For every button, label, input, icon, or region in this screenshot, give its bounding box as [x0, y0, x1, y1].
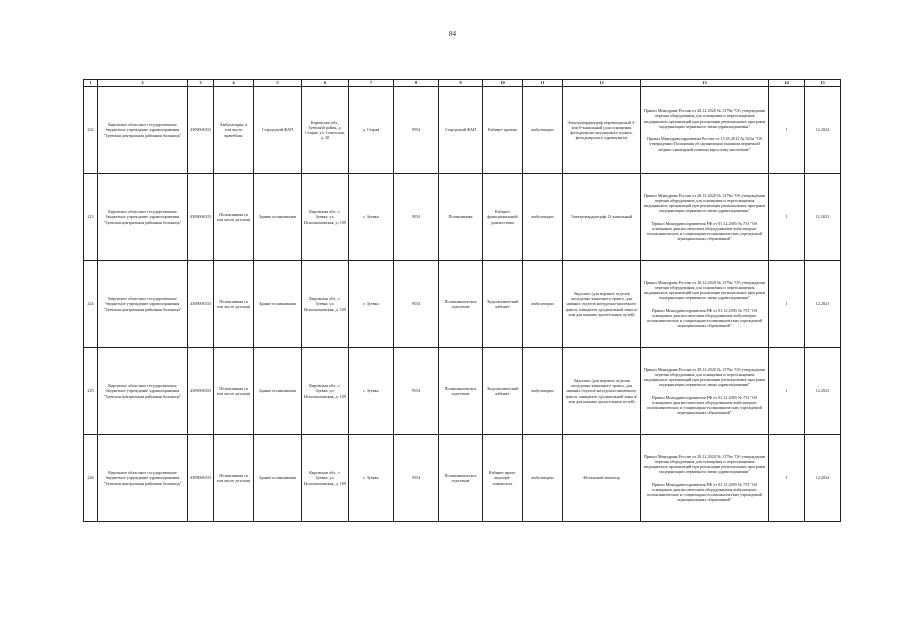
equipment-cell: Эндоскоп (для верхних отделов желудочно-кишечного тракта, для нижних отделов желудочно-кишечного тракта, панкреато-дуоденальной зоны и/или для нижних дыхательных путей) [563, 261, 641, 348]
address-cell: Кировская обл., Зуевский район, д. Старая, ул. Советская, д. 20 [302, 87, 349, 174]
inn-cell: 4309006333 [188, 87, 214, 174]
row-number-cell: 225 [84, 348, 98, 435]
care-condition-cell: амбулаторно [523, 87, 563, 174]
oktmo-code-cell: 9554 [394, 174, 439, 261]
column-header: 4 [214, 80, 254, 87]
column-header: 13 [641, 80, 769, 87]
legal-basis-order-2: Приказ Минздравсоцразвития РФ от 01.12.2005 № 753 "Об оснащении диагностическим оборудованием амбулаторно-поликлинических и стационарно-поликлинических учреждений муниципальных образований" [647, 220, 762, 242]
table-row [84, 261, 841, 348]
settlement-cell: г. Зуевка [349, 261, 394, 348]
settlement-cell: г. Зуевка [349, 348, 394, 435]
inn-cell: 4309006333 [188, 348, 214, 435]
page-number: 84 [449, 30, 456, 38]
oktmo-code-cell: 9554 [394, 87, 439, 174]
department-cell: Поликлиническое отделение [439, 261, 483, 348]
oktmo-code-cell: 9554 [394, 435, 439, 522]
settlement-cell: д. Старая [349, 87, 394, 174]
legal-basis-order-1: Приказ Минздрава России от 28.12.2020 № 1379н "Об утверждении перечня оборудования для оснащения и переоснащения медицинских организаций при реализации региональных программ модернизации первичного звена здравоохранения" [643, 279, 766, 301]
legal-basis-cell [641, 174, 769, 261]
column-header: 12 [563, 80, 641, 87]
legal-basis-cell [641, 435, 769, 522]
column-header: 14 [769, 80, 805, 87]
column-header: 1 [84, 80, 98, 87]
building-name-cell: Здание поликлиники [254, 348, 302, 435]
row-number-cell: 223 [84, 174, 98, 261]
care-condition-cell: амбулаторно [523, 348, 563, 435]
facility-type-cell: Поликлиника (в том числе детская) [214, 348, 254, 435]
cabinet-cell: Эндоскопический кабинет [483, 348, 523, 435]
due-date-cell: 12.2024 [805, 435, 841, 522]
table-row [84, 87, 841, 174]
column-header: 15 [805, 80, 841, 87]
settlement-cell: г. Зуевка [349, 174, 394, 261]
legal-basis-cell [641, 87, 769, 174]
due-date-cell: 12.2022 [805, 348, 841, 435]
oktmo-code-cell: 9554 [394, 261, 439, 348]
table-row [84, 435, 841, 522]
row-number-cell: 224 [84, 261, 98, 348]
due-date-cell: 12.2021 [805, 261, 841, 348]
cabinet-cell: Кабинет функциональной диагностики [483, 174, 523, 261]
oktmo-code-cell: 9554 [394, 348, 439, 435]
address-cell: Кировская обл., г. Зуевка, ул. Исполкомовская, д. 109 [302, 174, 349, 261]
inn-cell: 4309006333 [188, 261, 214, 348]
department-cell: Стародский ФАП [439, 87, 483, 174]
facility-type-cell: Поликлиника (в том числе детская) [214, 261, 254, 348]
cabinet-cell: Кабинет приема [483, 87, 523, 174]
equipment-cell: Фетальный монитор [563, 435, 641, 522]
equipment-cell: Электрокардиограф 12-канальный [563, 174, 641, 261]
building-name-cell: Здание поликлиники [254, 435, 302, 522]
building-name-cell: Здание поликлиники [254, 261, 302, 348]
column-header: 8 [394, 80, 439, 87]
address-cell: Кировская обл., г. Зуевка, ул. Исполкомовская, д. 109 [302, 435, 349, 522]
legal-basis-order-2: Приказ Минздравсоцразвития РФ от 01.12.2005 № 753 "Об оснащении диагностическим оборудованием амбулаторно-поликлинических и стационарно-поликлинических учреждений муниципальных образований" [647, 307, 762, 329]
facility-type-cell: Поликлиника (в том числе детская) [214, 435, 254, 522]
building-name-cell: Здание поликлиники [254, 174, 302, 261]
header-row [84, 80, 841, 87]
inn-cell: 4309006333 [188, 435, 214, 522]
legal-basis-cell [641, 261, 769, 348]
equipment-register-table [83, 79, 841, 522]
care-condition-cell: амбулаторно [523, 174, 563, 261]
equipment-cell: Электрокардиограф перемещаемый 3- или 6-канальный (для оснащения фельдшерско-акушерского пункта, фельдшерского здравпункта) [563, 87, 641, 174]
table-body [84, 87, 841, 522]
due-date-cell: 12.2024 [805, 87, 841, 174]
organization-name-cell: Кировское областное государственное бюджетное учреждение здравоохранения "Зуевская центральная районная больница" [98, 87, 188, 174]
column-header: 9 [439, 80, 483, 87]
table-row [84, 174, 841, 261]
legal-basis-order-2: Приказ Минздравсоцразвития РФ от 01.12.2005 № 753 "Об оснащении диагностическим оборудованием амбулаторно-поликлинических и стационарно-поликлинических учреждений муниципальных образований" [647, 394, 762, 416]
quantity-cell: 1 [769, 435, 805, 522]
column-header: 11 [523, 80, 563, 87]
cabinet-cell: Эндоскопический кабинет [483, 261, 523, 348]
department-cell: Поликлиническое отделение [439, 348, 483, 435]
quantity-cell: 1 [769, 261, 805, 348]
quantity-cell: 1 [769, 348, 805, 435]
quantity-cell: 1 [769, 87, 805, 174]
care-condition-cell: амбулаторно [523, 261, 563, 348]
care-condition-cell: амбулаторно [523, 435, 563, 522]
organization-name-cell: Кировское областное государственное бюджетное учреждение здравоохранения "Зуевская центральная районная больница" [98, 174, 188, 261]
column-header: 3 [188, 80, 214, 87]
legal-basis-cell [641, 348, 769, 435]
cabinet-cell: Кабинет врача-акушера-гинеколога [483, 435, 523, 522]
row-number-cell: 226 [84, 435, 98, 522]
column-header: 6 [302, 80, 349, 87]
building-name-cell: Стародский ФАП [254, 87, 302, 174]
row-number-cell: 222 [84, 87, 98, 174]
legal-basis-order-1: Приказ Минздрава России от 28.12.2020 № 1379н "Об утверждении перечня оборудования для оснащения и переоснащения медицинских организаций при реализации региональных программ модернизации первичного звена здравоохранения" [643, 453, 766, 475]
department-cell: Поликлиника [439, 174, 483, 261]
legal-basis-order-1: Приказ Минздрава России от 28.12.2020 № 1379н "Об утверждении перечня оборудования для оснащения и переоснащения медицинских организаций при реализации региональных программ модернизации первичного звена здравоохранения" [643, 366, 766, 388]
column-header: 10 [483, 80, 523, 87]
organization-name-cell: Кировское областное государственное бюджетное учреждение здравоохранения "Зуевская центральная районная больница" [98, 348, 188, 435]
quantity-cell: 1 [769, 174, 805, 261]
equipment-cell: Эндоскоп (для верхних отделов желудочно-кишечного тракта, для нижних отделов желудочно-кишечного тракта, панкреато-дуоденальной зоны и/или для нижних дыхательных путей) [563, 348, 641, 435]
facility-type-cell: Поликлиника (в том числе детская) [214, 174, 254, 261]
column-header: 7 [349, 80, 394, 87]
legal-basis-order-1: Приказ Минздрава России от 28.12.2020 № 1379н "Об утверждении перечня оборудования для оснащения и переоснащения медицинских организаций при реализации региональных программ модернизации первичного звена здравоохранения" [643, 192, 766, 214]
table-row [84, 348, 841, 435]
legal-basis-order-1: Приказ Минздрава России от 28.12.2020 № 1379н "Об утверждении перечня оборудования для оснащения и переоснащения медицинских организаций при реализации региональных программ модернизации первичного звена здравоохранения" [643, 108, 766, 129]
legal-basis-order-2: Приказ Минздравсоцразвития России от 15.05.2012 № 543н "Об утверждении Положения об организации оказания первичной медико-санитарной помощи взрослому населению" [647, 136, 762, 152]
facility-type-cell: Амбулатория, в том числе врачебная [214, 87, 254, 174]
inn-cell: 4309006333 [188, 174, 214, 261]
address-cell: Кировская обл., г. Зуевка, ул. Исполкомовская, д. 109 [302, 261, 349, 348]
column-header: 5 [254, 80, 302, 87]
legal-basis-order-2: Приказ Минздравсоцразвития РФ от 01.12.2005 № 753 "Об оснащении диагностическим оборудованием амбулаторно-поликлинических и стационарно-поликлинических учреждений муниципальных образований" [647, 481, 762, 503]
settlement-cell: г. Зуевка [349, 435, 394, 522]
organization-name-cell: Кировское областное государственное бюджетное учреждение здравоохранения "Зуевская центральная районная больница" [98, 261, 188, 348]
department-cell: Поликлиническое отделение [439, 435, 483, 522]
column-header: 2 [98, 80, 188, 87]
address-cell: Кировская обл., г. Зуевка, ул. Исполкомовская, д. 109 [302, 348, 349, 435]
organization-name-cell: Кировское областное государственное бюджетное учреждение здравоохранения "Зуевская центральная районная больница" [98, 435, 188, 522]
due-date-cell: 12.2023 [805, 174, 841, 261]
